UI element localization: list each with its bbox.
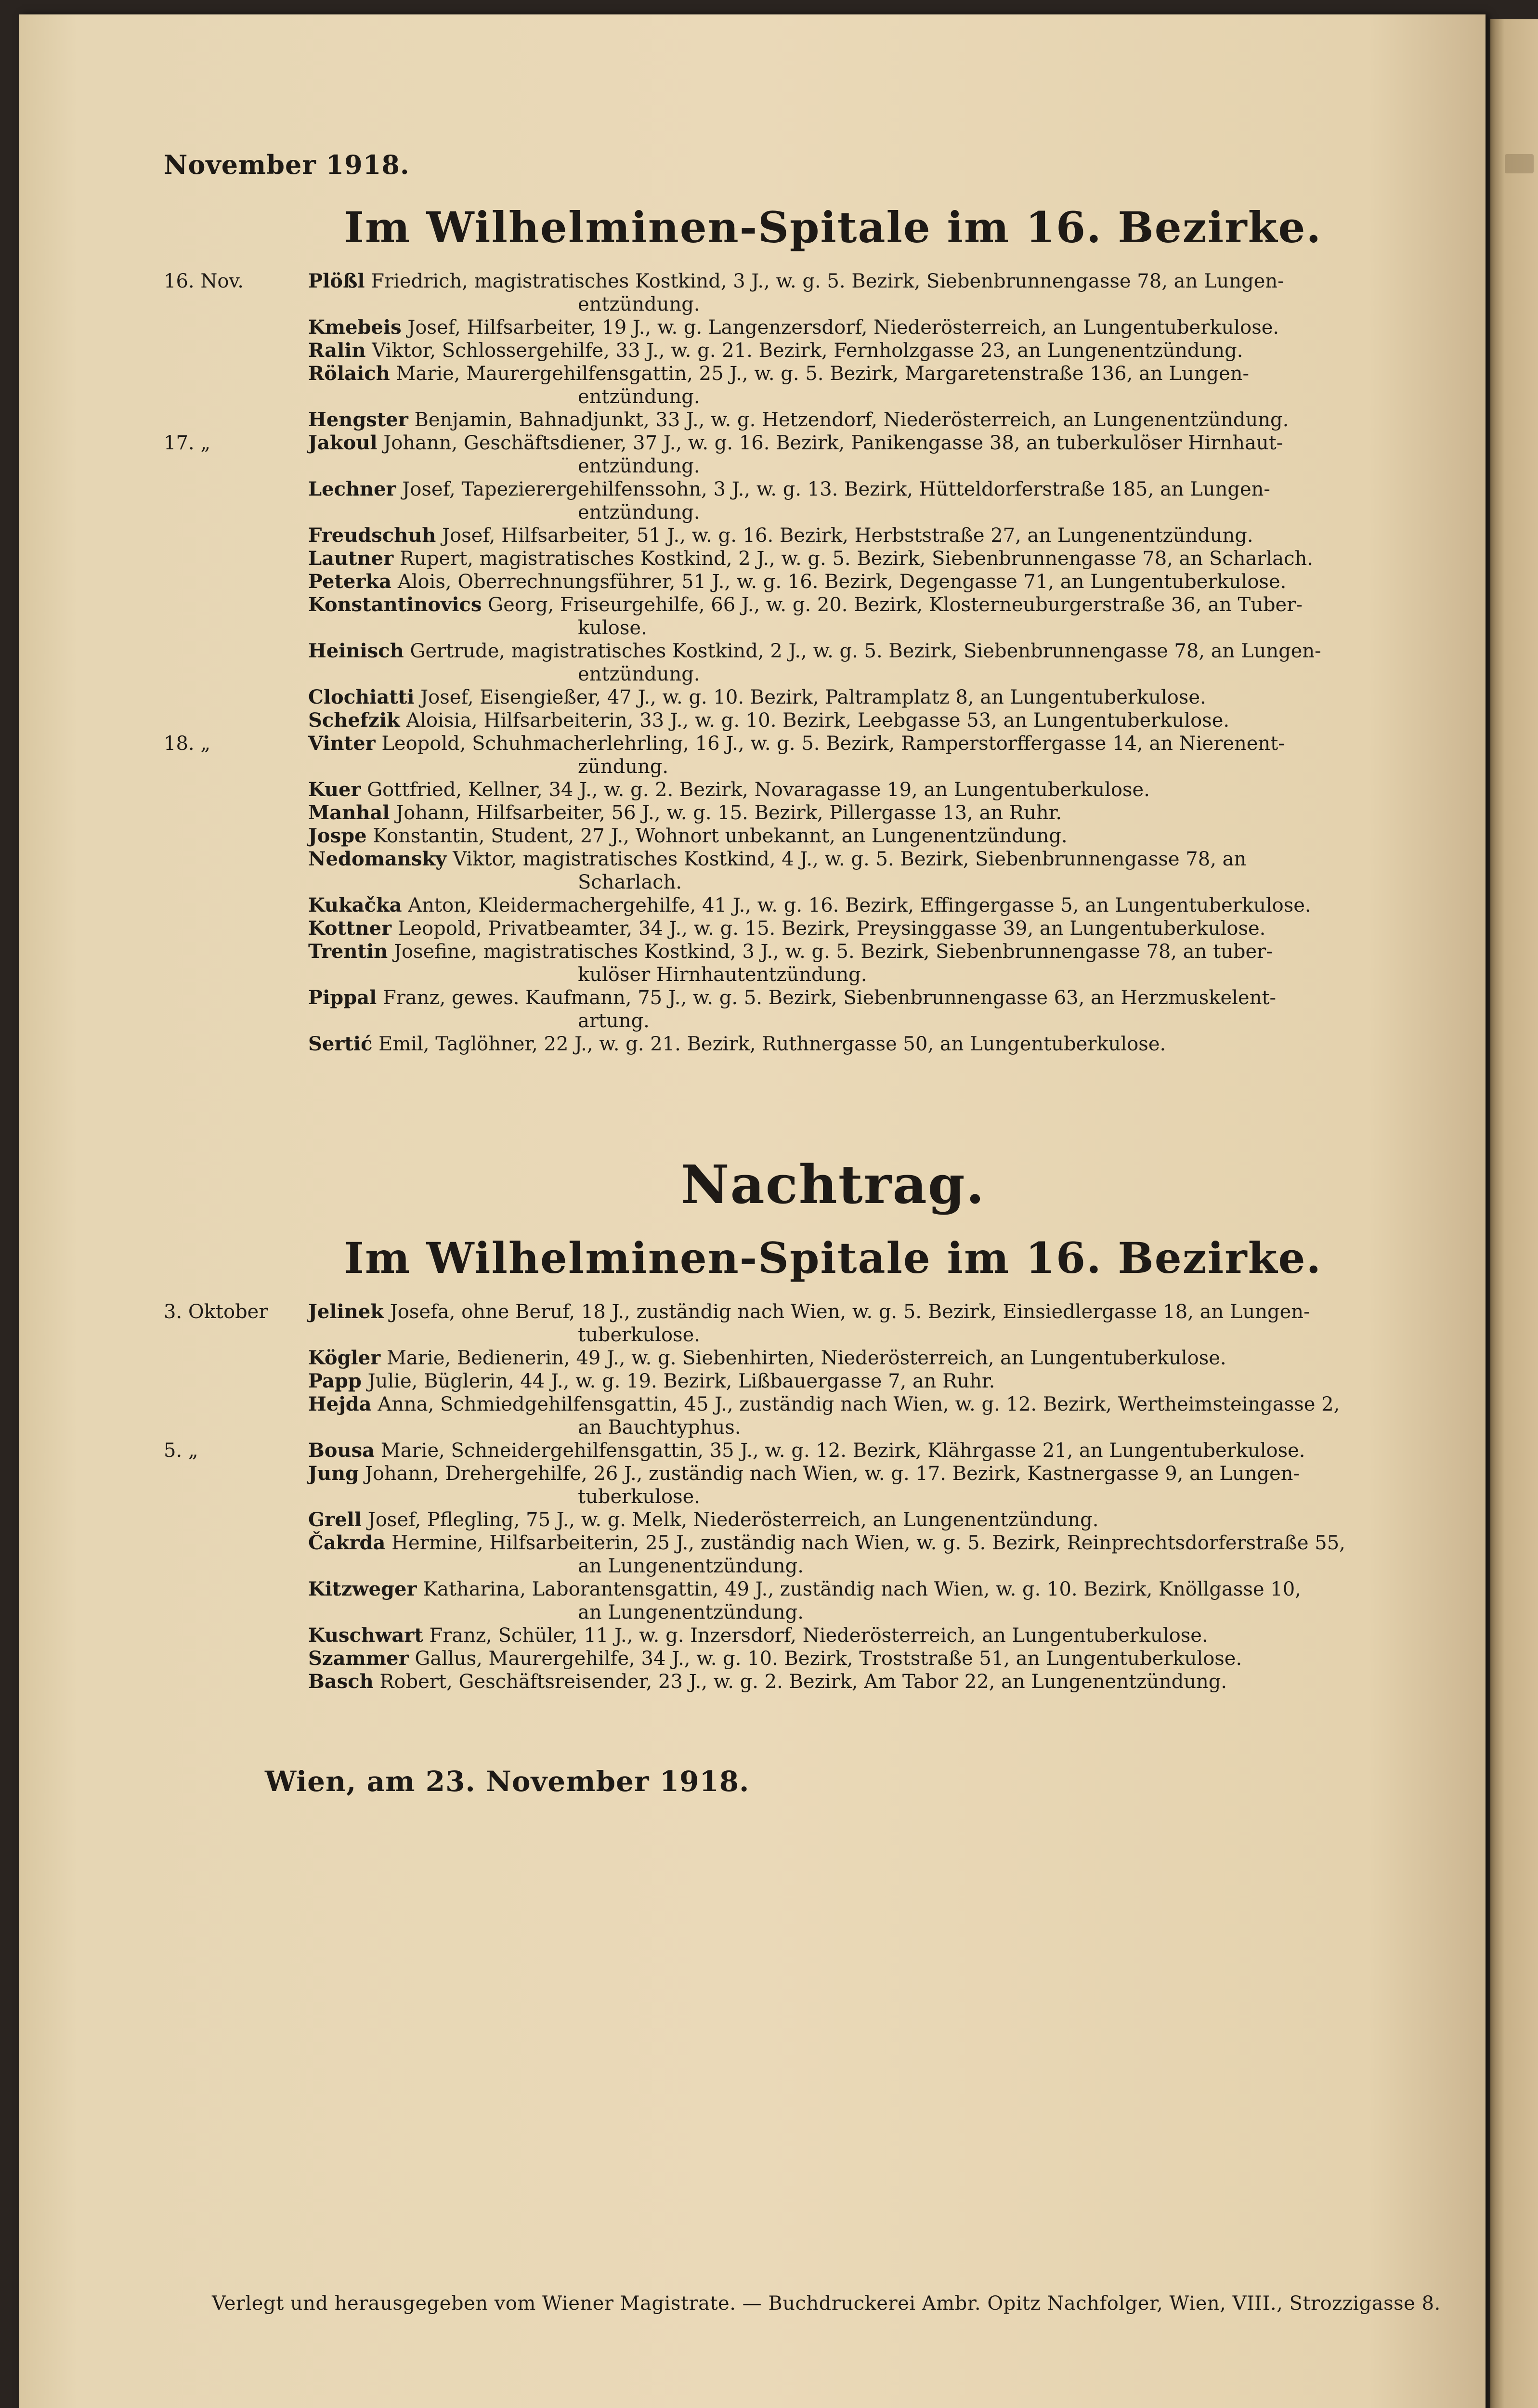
- death-record-entry: [164, 432, 1464, 478]
- death-record-entry: [164, 362, 1464, 408]
- entry-surname: Hengster: [308, 408, 408, 431]
- death-record-entry: [164, 1670, 1464, 1693]
- death-record-entry: [164, 1531, 1464, 1578]
- addendum-section-title: Im Wilhelminen-Spitale im 16. Bezirke.: [344, 1233, 1322, 1283]
- entry-surname: Kukačka: [308, 894, 402, 916]
- death-record-entry: [164, 1393, 1464, 1439]
- entry-continuation: entzündung.: [578, 293, 700, 315]
- entry-continuation: Scharlach.: [578, 871, 682, 893]
- entry-details: Anton, Kleidermachergehilfe, 41 J., w. g. 16. Bezirk, Effingergasse 5, an Lungentuberkulose.: [408, 894, 1311, 916]
- entry-details: Josef, Eisengießer, 47 J., w. g. 10. Bezirk, Paltramplatz 8, an Lungentuberkulose.: [420, 686, 1206, 708]
- death-record-entry: [164, 848, 1464, 894]
- death-record-entry: [164, 1578, 1464, 1624]
- entry-details: Leopold, Schuhmacherlehrling, 16 J., w. g. 5. Bezirk, Ramperstorffergasse 14, an Nierenent-: [381, 733, 1285, 755]
- death-record-entry: [164, 778, 1464, 801]
- entry-details: Gottfried, Kellner, 34 J., w. g. 2. Bezirk, Novaragasse 19, an Lungentuberkulose.: [367, 779, 1150, 801]
- entry-date: 16. Nov.: [164, 270, 244, 292]
- entry-continuation: artung.: [578, 1010, 650, 1032]
- entry-continuation: entzündung.: [578, 663, 700, 685]
- death-record-entry: [164, 316, 1464, 339]
- entry-details: Katharina, Laborantensgattin, 49 J., zuständig nach Wien, w. g. 10. Bezirk, Knöllgasse 10,: [423, 1578, 1301, 1600]
- entry-date: 18. „: [164, 733, 211, 755]
- entry-surname: Heinisch: [308, 640, 404, 662]
- death-record-entry: [164, 1033, 1464, 1056]
- death-record-entry: [164, 1370, 1464, 1393]
- entry-details: Benjamin, Bahnadjunkt, 33 J., w. g. Hetzendorf, Niederösterreich, an Lungenentzündung.: [414, 409, 1289, 431]
- entry-continuation: kulöser Hirnhautentzündung.: [578, 964, 867, 986]
- entry-continuation: zündung.: [578, 756, 669, 778]
- entry-surname: Kitzweger: [308, 1578, 417, 1600]
- entry-surname: Jakoul: [308, 432, 378, 454]
- death-record-entry: [164, 986, 1464, 1033]
- entry-details: Johann, Drehergehilfe, 26 J., zuständig nach Wien, w. g. 17. Bezirk, Kastnergasse 9, an Lungen-: [365, 1463, 1300, 1485]
- entry-surname: Basch: [308, 1670, 374, 1693]
- addendum-heading: Nachtrag.: [680, 1153, 986, 1216]
- entry-surname: Pippal: [308, 986, 377, 1009]
- entry-surname: Szammer: [308, 1647, 409, 1670]
- entry-surname: Kuschwart: [308, 1624, 423, 1647]
- death-record-entry: [164, 593, 1464, 640]
- entry-details: Viktor, Schlossergehilfe, 33 J., w. g. 21. Bezirk, Fernholzgasse 23, an Lungenentzündung.: [372, 340, 1243, 362]
- death-record-entry: [164, 917, 1464, 940]
- entry-details: Gallus, Maurergehilfe, 34 J., w. g. 10. Bezirk, Troststraße 51, an Lungentuberkulose.: [415, 1648, 1242, 1670]
- entry-surname: Freudschuh: [308, 524, 436, 547]
- entry-details: Josef, Tapezierergehilfenssohn, 3 J., w. g. 13. Bezirk, Hütteldorferstraße 185, an Lungen-: [402, 478, 1270, 500]
- death-record-entry: [164, 824, 1464, 848]
- death-record-entry: [164, 524, 1464, 547]
- entry-surname: Bousa: [308, 1439, 375, 1462]
- entry-list-addendum: [164, 1300, 1464, 1693]
- entry-continuation: entzündung.: [578, 501, 700, 523]
- entry-surname: Jospe: [308, 824, 367, 847]
- entry-details: Julie, Büglerin, 44 J., w. g. 19. Bezirk, Lißbauergasse 7, an Ruhr.: [367, 1370, 995, 1392]
- entry-surname: Čakrda: [308, 1531, 386, 1554]
- entry-surname: Ralin: [308, 339, 366, 362]
- entry-details: Josefa, ohne Beruf, 18 J., zuständig nach Wien, w. g. 5. Bezirk, Einsiedlergasse 18, an Lungen-: [390, 1301, 1310, 1323]
- entry-details: Georg, Friseurgehilfe, 66 J., w. g. 20. Bezirk, Klosterneuburgerstraße 36, an Tuber-: [488, 594, 1303, 616]
- entry-details: Aloisia, Hilfsarbeiterin, 33 J., w. g. 10. Bezirk, Leebgasse 53, an Lungentuberkulose.: [406, 709, 1230, 732]
- entry-surname: Clochiatti: [308, 686, 415, 708]
- entry-details: Gertrude, magistratisches Kostkind, 2 J., w. g. 5. Bezirk, Siebenbrunnengasse 78, an Lungen-: [410, 640, 1321, 662]
- death-record-entry: [164, 270, 1464, 316]
- entry-details: Emil, Taglöhner, 22 J., w. g. 21. Bezirk, Ruthnergasse 50, an Lungentuberkulose.: [378, 1033, 1166, 1055]
- death-record-entry: [164, 547, 1464, 570]
- entry-continuation: an Bauchtyphus.: [578, 1416, 741, 1439]
- entry-surname: Manhal: [308, 801, 390, 824]
- entry-date: 17. „: [164, 432, 211, 454]
- death-record-entry: [164, 1439, 1464, 1462]
- entry-details: Friedrich, magistratisches Kostkind, 3 J., w. g. 5. Bezirk, Siebenbrunnengasse 78, an Lungen-: [371, 270, 1284, 292]
- death-record-entry: [164, 570, 1464, 593]
- entry-details: Rupert, magistratisches Kostkind, 2 J., w. g. 5. Bezirk, Siebenbrunnengasse 78, an Scharlach.: [399, 548, 1314, 570]
- death-record-entry: [164, 1624, 1464, 1647]
- entry-surname: Schefzik: [308, 709, 400, 732]
- death-record-entry: [164, 894, 1464, 917]
- death-record-entry: [164, 1300, 1464, 1347]
- entry-details: Robert, Geschäftsreisender, 23 J., w. g. 2. Bezirk, Am Tabor 22, an Lungenentzündung.: [379, 1671, 1227, 1693]
- entry-surname: Peterka: [308, 570, 392, 593]
- entry-surname: Papp: [308, 1370, 362, 1392]
- entry-surname: Jung: [308, 1462, 359, 1485]
- death-record-entry: [164, 709, 1464, 732]
- entry-continuation: kulose.: [578, 617, 647, 639]
- entry-surname: Kuer: [308, 778, 361, 801]
- entry-surname: Plößl: [308, 270, 365, 292]
- entry-details: Marie, Schneidergehilfensgattin, 35 J., w. g. 12. Bezirk, Klährgasse 21, an Lungentuberkulose.: [380, 1440, 1305, 1462]
- entry-surname: Lechner: [308, 478, 396, 500]
- entry-surname: Sertić: [308, 1033, 373, 1055]
- entry-list-main: [164, 270, 1464, 1056]
- death-record-entry: [164, 940, 1464, 986]
- entry-continuation: entzündung.: [578, 386, 700, 408]
- entry-surname: Kottner: [308, 917, 392, 940]
- entry-surname: Nedomansky: [308, 848, 447, 870]
- death-record-entry: [164, 478, 1464, 524]
- death-record-entry: [164, 1647, 1464, 1670]
- entry-surname: Lautner: [308, 547, 394, 570]
- entry-surname: Grell: [308, 1508, 362, 1531]
- entry-details: Johann, Hilfsarbeiter, 56 J., w. g. 15. Bezirk, Pillergasse 13, an Ruhr.: [396, 802, 1062, 824]
- death-record-entry: [164, 686, 1464, 709]
- entry-surname: Vinter: [308, 732, 376, 755]
- entry-date: 3. Oktober: [164, 1301, 268, 1323]
- death-record-entry: [164, 1508, 1464, 1531]
- death-record-entry: [164, 408, 1464, 432]
- signoff-line: Wien, am 23. November 1918.: [265, 1765, 750, 1798]
- entry-continuation: an Lungenentzündung.: [578, 1601, 804, 1623]
- entry-details: Konstantin, Student, 27 J., Wohnort unbekannt, an Lungenentzündung.: [373, 825, 1068, 847]
- entry-details: Marie, Maurergehilfensgattin, 25 J., w. g. 5. Bezirk, Margaretenstraße 136, an Lungen-: [396, 363, 1250, 385]
- entry-details: Leopold, Privatbeamter, 34 J., w. g. 15. Bezirk, Preysinggasse 39, an Lungentuberkulose.: [397, 917, 1266, 940]
- section-title: Im Wilhelminen-Spitale im 16. Bezirke.: [344, 202, 1322, 252]
- entry-details: Hermine, Hilfsarbeiterin, 25 J., zuständig nach Wien, w. g. 5. Bezirk, Reinprechtsdorferstraße 55,: [391, 1532, 1345, 1554]
- death-record-entry: [164, 1347, 1464, 1370]
- entry-continuation: tuberkulose.: [578, 1324, 701, 1346]
- entry-surname: Jelinek: [308, 1300, 384, 1323]
- entry-details: Anna, Schmiedgehilfensgattin, 45 J., zuständig nach Wien, w. g. 12. Bezirk, Wertheimsteingasse 2,: [378, 1393, 1340, 1415]
- entry-surname: Konstantinovics: [308, 593, 482, 616]
- entry-continuation: entzündung.: [578, 455, 700, 477]
- death-record-entry: [164, 640, 1464, 686]
- entry-surname: Trentin: [308, 940, 388, 963]
- entry-surname: Rölaich: [308, 362, 390, 385]
- entry-surname: Hejda: [308, 1393, 372, 1415]
- death-record-entry: [164, 801, 1464, 824]
- entry-details: Josef, Pflegling, 75 J., w. g. Melk, Niederösterreich, an Lungenentzündung.: [367, 1509, 1099, 1531]
- entry-details: Marie, Bedienerin, 49 J., w. g. Siebenhirten, Niederösterreich, an Lungentuberkulose.: [386, 1347, 1226, 1369]
- entry-details: Franz, Schüler, 11 J., w. g. Inzersdorf, Niederösterreich, an Lungentuberkulose.: [429, 1624, 1208, 1647]
- issue-date-header: November 1918.: [164, 149, 410, 180]
- entry-date: 5. „: [164, 1440, 198, 1462]
- death-record-entry: [164, 732, 1464, 778]
- entry-details: Franz, gewes. Kaufmann, 75 J., w. g. 5. Bezirk, Siebenbrunnengasse 63, an Herzmuskelent-: [383, 987, 1277, 1009]
- entry-details: Josefine, magistratisches Kostkind, 3 J., w. g. 5. Bezirk, Siebenbrunnengasse 78, an tuber-: [393, 941, 1273, 963]
- adjacent-page-shadow: [1505, 154, 1534, 173]
- entry-continuation: tuberkulose.: [578, 1486, 701, 1508]
- entry-details: Josef, Hilfsarbeiter, 51 J., w. g. 16. Bezirk, Herbststraße 27, an Lungenentzündung.: [442, 524, 1253, 547]
- entry-details: Johann, Geschäftsdiener, 37 J., w. g. 16. Bezirk, Panikengasse 38, an tuberkulöser Hirnhaut-: [383, 432, 1283, 454]
- death-record-entry: [164, 1462, 1464, 1508]
- entry-details: Josef, Hilfsarbeiter, 19 J., w. g. Langenzersdorf, Niederösterreich, an Lungentuberkulose.: [407, 316, 1279, 339]
- entry-continuation: an Lungenentzündung.: [578, 1555, 804, 1577]
- death-record-entry: [164, 339, 1464, 362]
- entry-details: Viktor, magistratisches Kostkind, 4 J., w. g. 5. Bezirk, Siebenbrunnengasse 78, an: [453, 848, 1247, 870]
- entry-surname: Kmebeis: [308, 316, 402, 339]
- entry-surname: Kögler: [308, 1347, 381, 1369]
- entry-details: Alois, Oberrechnungsführer, 51 J., w. g. 16. Bezirk, Degengasse 71, an Lungentuberkulose.: [397, 571, 1287, 593]
- publisher-footer: Verlegt und herausgegeben vom Wiener Magistrate. — Buchdruckerei Ambr. Opitz Nachfolger, Wien, VIII., Strozzigasse 8.: [212, 2292, 1441, 2315]
